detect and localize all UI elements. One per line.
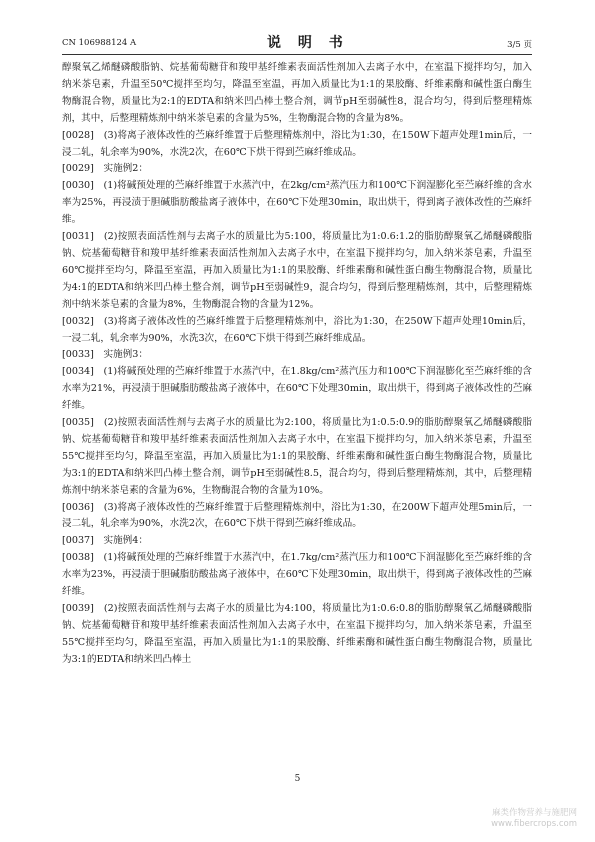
paragraph-0039: [0039] (2)按照表面活性剂与去离子水的质量比为4:100，将质量比为1:0.6:0.8的脂肪醇聚氧乙烯醚磷酸脂钠、烷基葡萄糖苷和羧甲基纤维素表面活性剂加入去离子水中，在室温下搅拌均匀，加入纳米茶皂素，升温至55℃搅拌至均匀，降温至室温，再加入质量比为1:1的果胶酶、纤维素酶和碱性蛋白酶生物酶混合物，质量比为3:1的EDTA和纳米凹凸棒土 [62,603,532,665]
page-indicator: 3/5 页 [507,40,532,50]
page-header [62,30,532,55]
paragraph-0036: [0036] (3)将离子液体改性的苎麻纤维置于后整理精炼剂中，浴比为1:30，在200W下超声处理5min后，一浸二轧，轧余率为90%，水洗2次，在60℃下烘干得到苎麻纤维成品。 [62,501,532,530]
paragraph-0038: [0038] (1)将碱预处理的苎麻纤维置于水蒸汽中，在1.7kg/cm²蒸汽压力和100℃下润湿膨化至苎麻纤维的含水率为23%，再浸渍于胆碱脂肪酸盐离子液体中，在60℃下处理30min，取出烘干，得到离子液体改性的苎麻纤维。 [62,552,532,598]
paragraph-continued: 醇聚氧乙烯醚磷酸脂钠、烷基葡萄糖苷和羧甲基纤维素表面活性剂加入去离子水中，在室温下搅拌均匀，加入纳米茶皂素，升温至50℃搅拌至均匀，降温至室温，再加入质量比为1:1的果胶酶、纤维素酶和碱性蛋白酶生物酶混合物，质量比为2:1的EDTA和纳米凹凸棒土整合剂，调节pH至弱碱性8，混合均匀，得到后整理精炼剂，其中，后整理精炼剂中纳米茶皂素的含量为5%，生物酶混合物的含量为8%。 [62,62,532,124]
paragraph-0032: [0032] (3)将离子液体改性的苎麻纤维置于后整理精炼剂中，浴比为1:30，在250W下超声处理10min后，一浸二轧，轧余率为90%，水洗3次，在60℃下烘干得到苎麻纤维成品。 [62,315,532,344]
document-type-title: 说 明 书 [267,35,349,51]
watermark-url: www.fibercrops.com [491,819,577,829]
watermark-site-name: 麻类作物营养与施肥网 [491,808,577,818]
paragraph-0028: [0028] (3)将离子液体改性的苎麻纤维置于后整理精炼剂中，浴比为1:30，在150W下超声处理1min后，一浸二轧，轧余率为90%，水洗2次，在60℃下烘干得到苎麻纤维成品。 [62,129,532,158]
paragraph-0035: [0035] (2)按照表面活性剂与去离子水的质量比为2:100，将质量比为1:0.5:0.9的脂肪醇聚氧乙烯醚磷酸脂钠、烷基葡萄糖苷和羧甲基纤维素表面活性剂加入去离子水中，在室温下搅拌均匀，加入纳米茶皂素，升温至55℃搅拌至均匀，降温至室温，再加入质量比为1:1的果胶酶、纤维素酶和碱性蛋白酶生物酶混合物，质量比为3:1的EDTA和纳米凹凸棒土整合剂，调节pH至弱碱性8.5，混合均匀，得到后整理精炼剂，其中，后整理精炼剂中纳米茶皂素的含量为6%，生物酶混合物的含量为10%。 [62,417,532,496]
paragraph-0033: [0033] 实施例3： [62,349,148,361]
paragraph-0029: [0029] 实施例2： [62,163,148,175]
paragraph-0037: [0037] 实施例4： [62,535,148,547]
document-body [62,60,532,669]
paragraph-0030: [0030] (1)将碱预处理的苎麻纤维置于水蒸汽中，在2kg/cm²蒸汽压力和100℃下润湿膨化至苎麻纤维的含水率为25%，再浸渍于胆碱脂肪酸盐离子液体中，在60℃下处理30min，取出烘干，得到离子液体改性的苎麻纤维。 [62,180,532,226]
paragraph-0034: [0034] (1)将碱预处理的苎麻纤维置于水蒸汽中，在1.8kg/cm²蒸汽压力和100℃下润湿膨化至苎麻纤维的含水率为21%，再浸渍于胆碱脂肪酸盐离子液体中，在60℃下处理30min，取出烘干，得到离子液体改性的苎麻纤维。 [62,366,532,412]
page-number: 5 [294,774,301,784]
site-watermark [491,808,577,830]
paragraph-0031: [0031] (2)按照表面活性剂与去离子水的质量比为5:100，将质量比为1:0.6:1.2的脂肪醇聚氧乙烯醚磷酸脂钠、烷基葡萄糖苷和羧甲基纤维素表面活性剂加入去离子水中，在室温下搅拌均匀，加入纳米茶皂素，升温至60℃搅拌至均匀，降温至室温，再加入质量比为1:1的果胶酶、纤维素酶和碱性蛋白酶生物酶混合物，质量比为4:1的EDTA和纳米凹凸棒土整合剂，调节pH至弱碱性9，混合均匀，得到后整理精炼剂，其中，后整理精炼剂中纳米茶皂素的含量为8%，生物酶混合物的含量为12%。 [62,231,532,310]
publication-number: CN 106988124 A [62,38,137,48]
